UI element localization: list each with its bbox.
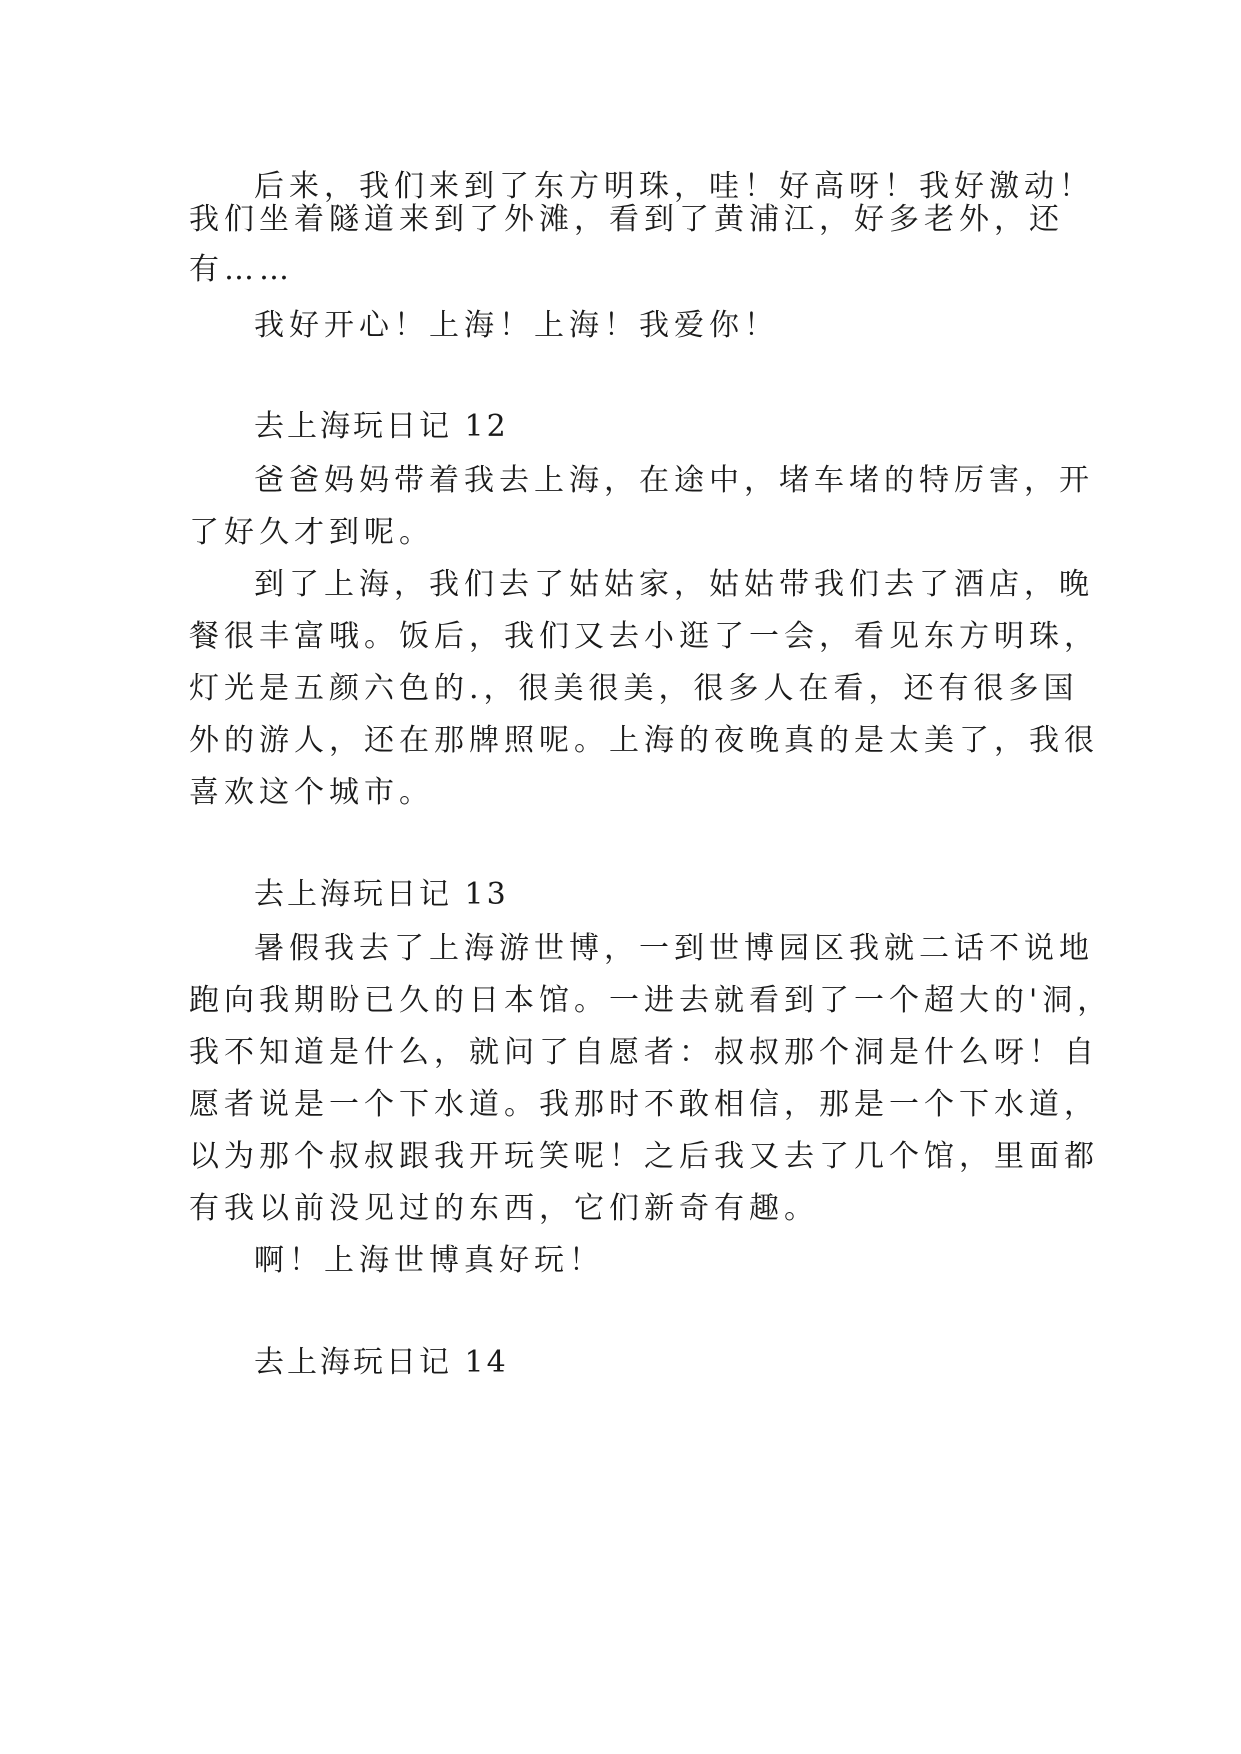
paragraph-line: 啊！上海世博真好玩！: [254, 1243, 604, 1278]
paragraph-line: 我不知道是什么，就问了自愿者：叔叔那个洞是什么呀！自: [189, 1035, 1099, 1070]
paragraph-line: 我好开心！上海！上海！我爱你！: [254, 308, 779, 343]
paragraph-line: 到了上海，我们去了姑姑家，姑姑带我们去了酒店，晚: [254, 567, 1094, 602]
paragraph-line: 了好久才到呢。: [189, 515, 434, 550]
paragraph-line: 爸爸妈妈带着我去上海，在途中，堵车堵的特厉害，开: [254, 463, 1094, 498]
paragraph-line: 跑向我期盼已久的日本馆。一进去就看到了一个超大的'洞，: [189, 983, 1113, 1018]
paragraph-line: 外的游人，还在那牌照呢。上海的夜晚真的是太美了，我很: [189, 723, 1099, 758]
entry-title: 去上海玩日记 12: [254, 409, 509, 444]
paragraph-line: 有我以前没见过的东西，它们新奇有趣。: [189, 1191, 819, 1226]
paragraph-line: 以为那个叔叔跟我开玩笑呢！之后我又去了几个馆，里面都: [189, 1139, 1099, 1174]
paragraph-line: 喜欢这个城市。: [189, 775, 434, 810]
paragraph-line: 餐很丰富哦。饭后，我们又去小逛了一会，看见东方明珠，: [189, 619, 1099, 654]
entry-title: 去上海玩日记 14: [254, 1345, 509, 1380]
paragraph-line: 有……: [189, 252, 294, 287]
entry-title: 去上海玩日记 13: [254, 877, 509, 912]
paragraph-line: 灯光是五颜六色的.，很美很美，很多人在看，还有很多国: [189, 671, 1079, 706]
paragraph-line: 后来，我们来到了东方明珠，哇！好高呀！我好激动！: [254, 169, 1094, 204]
paragraph-line: 我们坐着隧道来到了外滩，看到了黄浦江，好多老外，还: [189, 202, 1064, 237]
paragraph-line: 愿者说是一个下水道。我那时不敢相信，那是一个下水道，: [189, 1087, 1099, 1122]
paragraph-line: 暑假我去了上海游世博，一到世博园区我就二话不说地: [254, 931, 1094, 966]
